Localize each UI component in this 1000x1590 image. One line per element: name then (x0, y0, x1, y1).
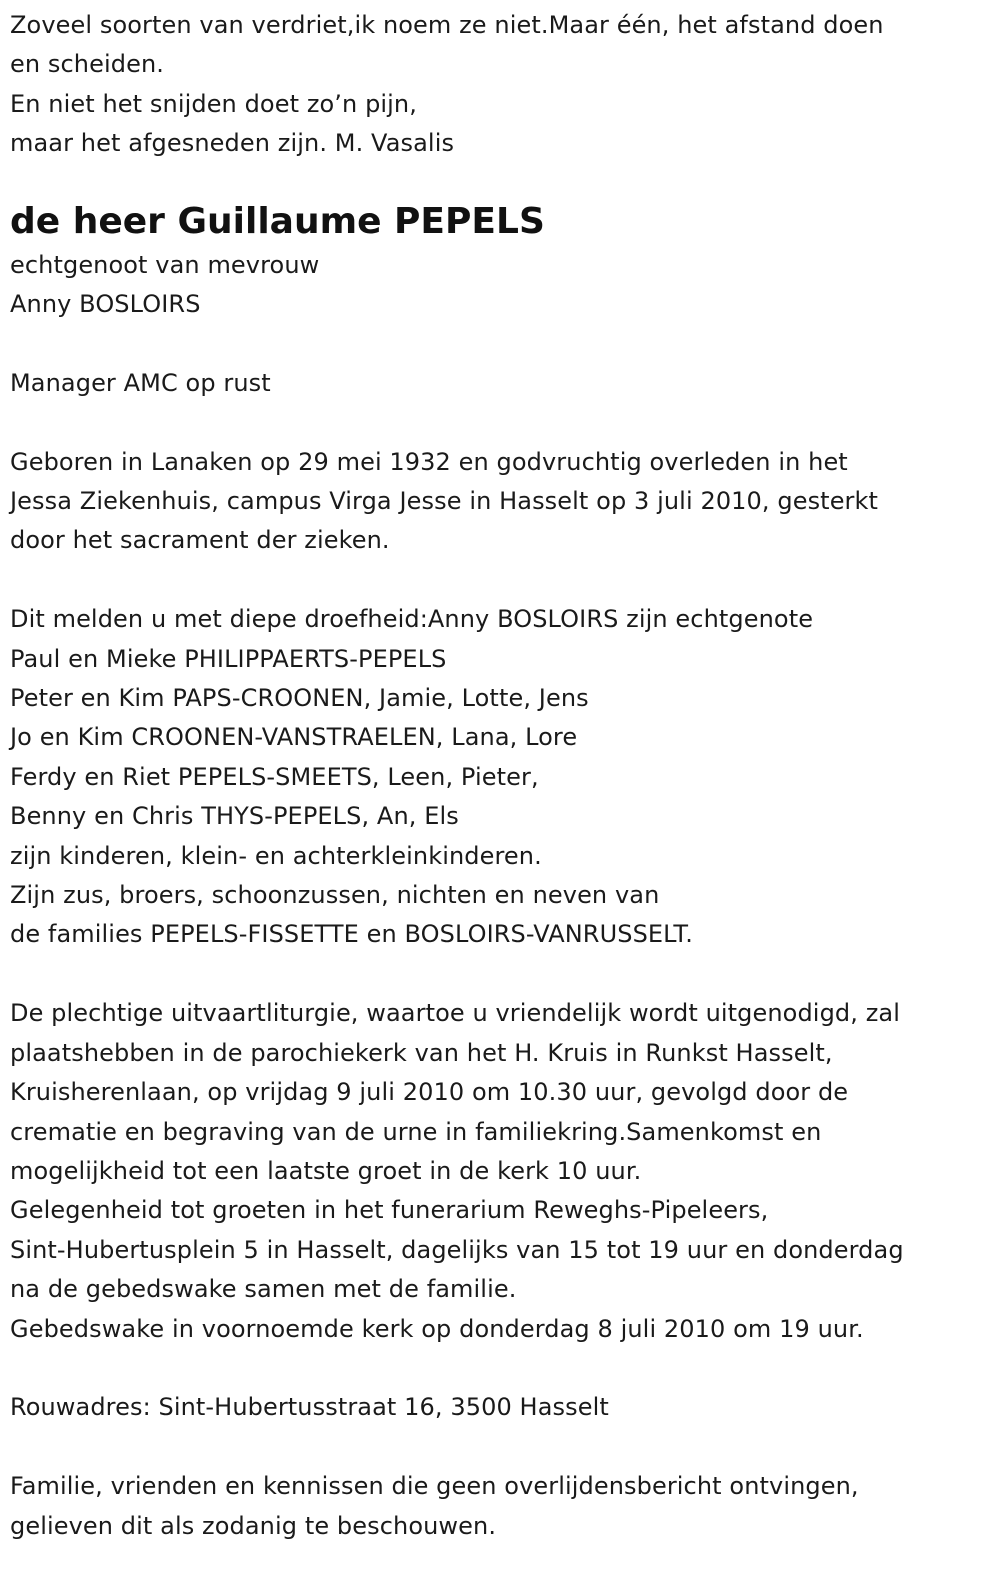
funeral-line: na de gebedswake samen met de familie. (10, 1275, 517, 1304)
spouse-section (10, 246, 995, 325)
poem-line: maar het afgesneden zijn. M. Vasalis (10, 129, 455, 158)
spacer (10, 1428, 995, 1467)
family-line: Benny en Chris THYS-PEPELS, An, Els (10, 802, 459, 831)
funeral-line: mogelijkheid tot een laatste groet in de kerk 10 uur. (10, 1156, 642, 1185)
funeral-line: Gebedswake in voornoemde kerk op donderdag 8 juli 2010 om 19 uur. (10, 1314, 864, 1343)
family-line: Paul en Mieke PHILIPPAERTS-PEPELS (10, 644, 447, 673)
spacer (10, 955, 995, 994)
birth-death-line: Jessa Ziekenhuis, campus Virga Jesse in Hasselt op 3 juli 2010, gesterkt (10, 487, 879, 516)
funeral-section (10, 994, 995, 1349)
closing-line: gelieven dit als zodanig te beschouwen. (10, 1511, 497, 1540)
family-line: Jo en Kim CROONEN-VANSTRAELEN, Lana, Lore (10, 723, 578, 752)
spacer (10, 1349, 995, 1388)
poem-line: Zoveel soorten van verdriet,ik noem ze niet.Maar één, het afstand doen (10, 11, 884, 39)
funeral-line: Sint-Hubertusplein 5 in Hasselt, dagelijks van 15 tot 19 uur en donderdag (10, 1235, 904, 1264)
spacer (10, 403, 995, 442)
funeral-line: plaatshebben in de parochiekerk van het H. Kruis in Runkst Hasselt, (10, 1038, 833, 1067)
poem-section (10, 6, 995, 164)
family-line: Ferdy en Riet PEPELS-SMEETS, Leen, Pieter, (10, 762, 539, 791)
closing-section (10, 1467, 995, 1546)
funeral-line: crematie en begraving van de urne in familiekring.Samenkomst en (10, 1117, 822, 1146)
family-line: Dit melden u met diepe droefheid:Anny BOSLOIRS zijn echtgenote (10, 605, 814, 634)
deceased-name: de heer Guillaume PEPELS (10, 200, 545, 242)
poem-line: en scheiden. (10, 50, 164, 79)
spouse-line: echtgenoot van mevrouw (10, 250, 320, 279)
spouse-line: Anny BOSLOIRS (10, 290, 201, 319)
birth-death-section (10, 443, 995, 561)
funeral-line: Kruisherenlaan, op vrijdag 9 juli 2010 om 10.30 uur, gevolgd door de (10, 1078, 849, 1107)
birth-death-line: door het sacrament der zieken. (10, 526, 390, 555)
family-section (10, 600, 995, 955)
mourning-address: Rouwadres: Sint-Hubertusstraat 16, 3500 Hasselt (10, 1393, 609, 1422)
birth-death-line: Geboren in Lanaken op 29 mei 1932 en godvruchtig overleden in het (10, 447, 848, 476)
profession: Manager AMC op rust (10, 368, 271, 397)
funeral-line: Gelegenheid tot groeten in het funerarium Reweghs-Pipeleers, (10, 1196, 769, 1225)
funeral-line: De plechtige uitvaartliturgie, waartoe u vriendelijk wordt uitgenodigd, zal (10, 999, 900, 1028)
family-line: zijn kinderen, klein- en achterkleinkinderen. (10, 841, 542, 870)
obituary-document (10, 6, 995, 1546)
spacer (10, 324, 995, 363)
family-line: Zijn zus, broers, schoonzussen, nichten en neven van (10, 881, 660, 910)
family-line: Peter en Kim PAPS-CROONEN, Jamie, Lotte, Jens (10, 684, 589, 713)
family-line: de families PEPELS-FISSETTE en BOSLOIRS-VANRUSSELT. (10, 920, 693, 949)
spacer (10, 561, 995, 600)
closing-line: Familie, vrienden en kennissen die geen overlijdensbericht ontvingen, (10, 1472, 859, 1501)
poem-line: En niet het snijden doet zo’n pijn, (10, 89, 417, 118)
